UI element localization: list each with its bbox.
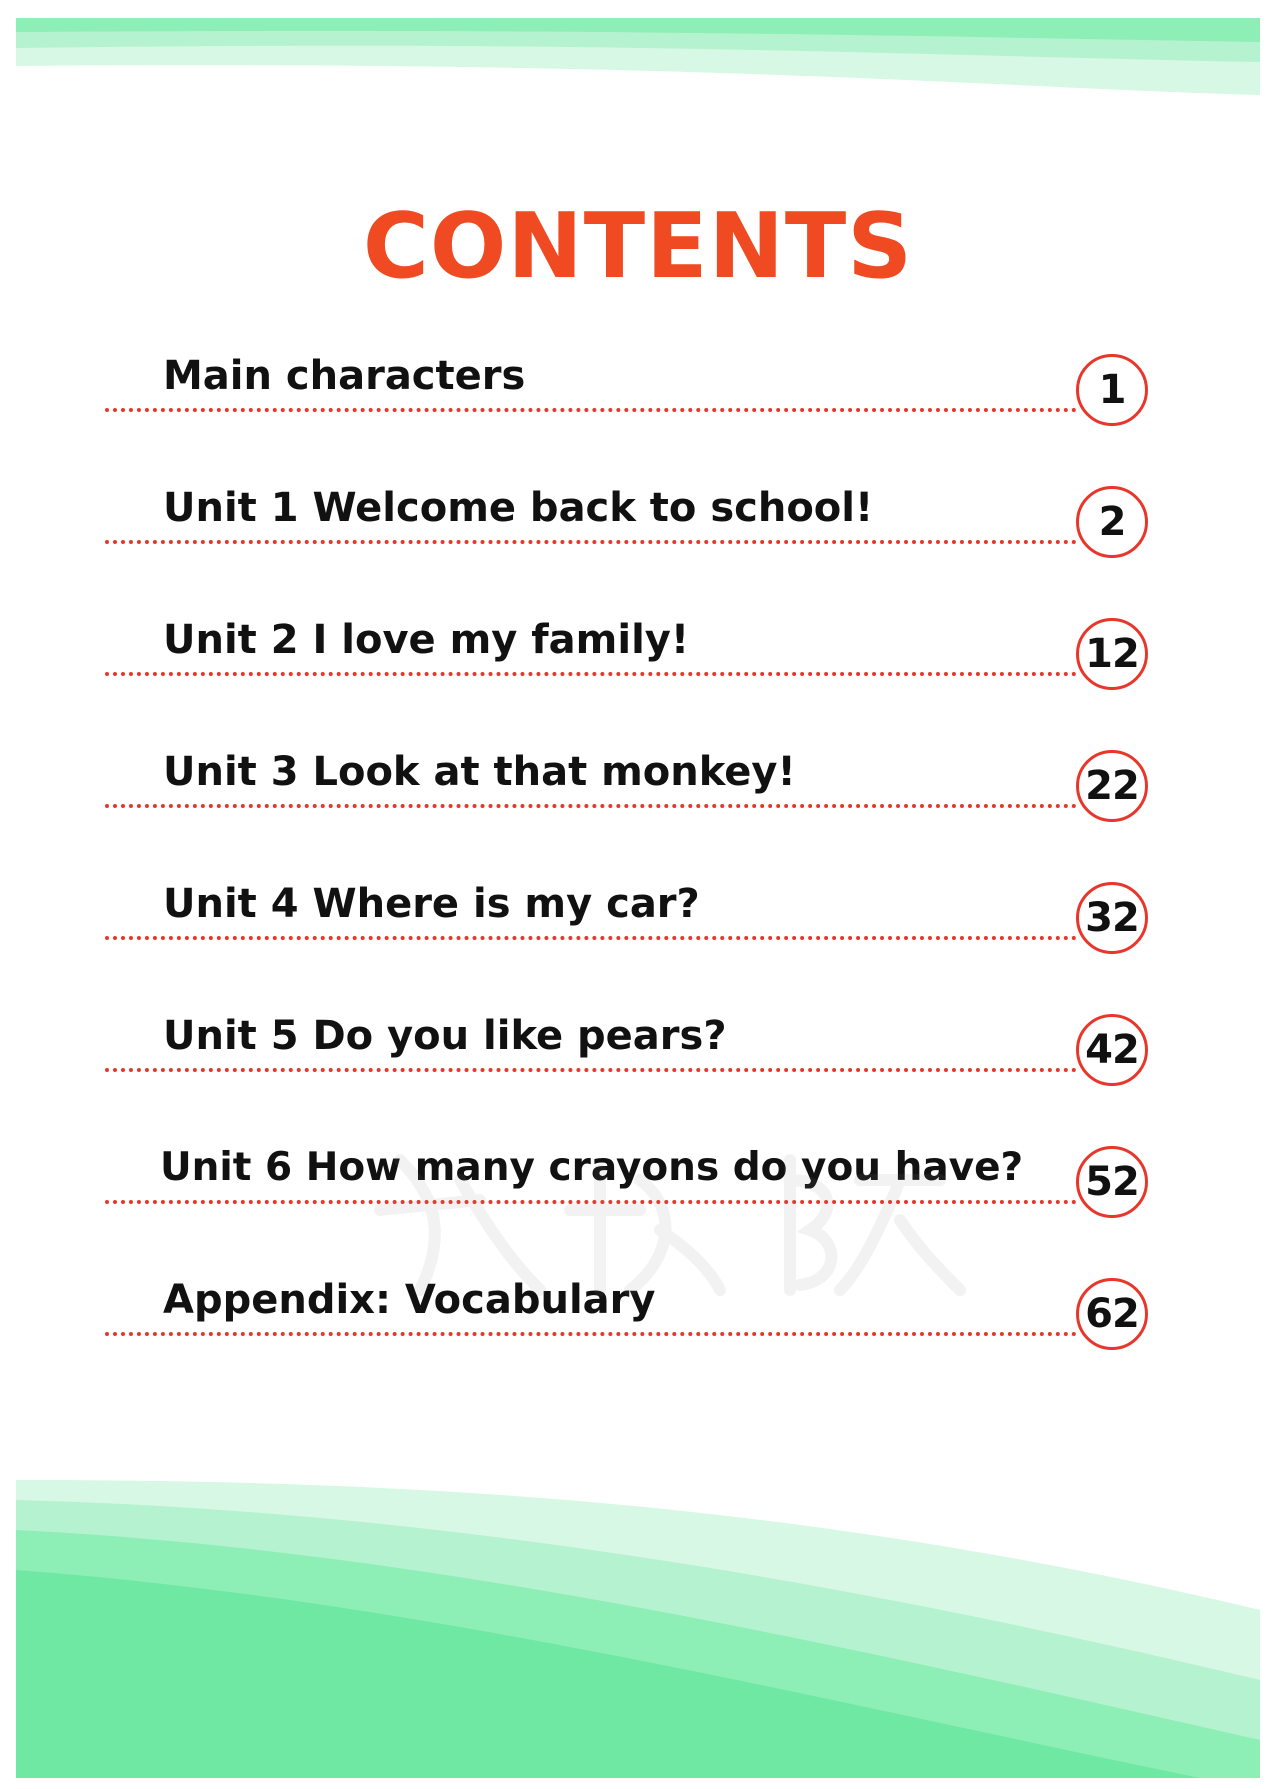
page-number: 32 xyxy=(1085,895,1139,941)
page-number: 42 xyxy=(1085,1027,1139,1073)
toc-entry-label: Appendix: Vocabulary xyxy=(163,1277,656,1323)
page-number-badge xyxy=(1076,750,1148,822)
toc-entry[interactable] xyxy=(105,864,1155,954)
page-number-badge xyxy=(1076,486,1148,558)
toc-entry[interactable] xyxy=(105,600,1155,690)
page-number: 2 xyxy=(1098,499,1126,545)
publisher-watermark xyxy=(340,1120,980,1300)
page-number-badge xyxy=(1076,354,1148,426)
toc-entry[interactable] xyxy=(105,996,1155,1086)
page-number-badge xyxy=(1076,1146,1148,1218)
page-title: CONTENTS xyxy=(362,194,914,299)
dotted-leader xyxy=(105,1068,1077,1072)
page-number-badge xyxy=(1076,882,1148,954)
toc-entry[interactable] xyxy=(105,468,1155,558)
page-number-badge xyxy=(1076,1014,1148,1086)
toc-entry[interactable] xyxy=(105,336,1155,426)
bottom-wave-decoration xyxy=(0,1460,1276,1789)
page-number: 12 xyxy=(1085,631,1139,677)
dotted-leader xyxy=(105,540,1077,544)
toc-entry-label: Unit 2 I love my family! xyxy=(163,617,690,663)
toc-entry-label: Unit 4 Where is my car? xyxy=(163,881,700,927)
page-number-badge xyxy=(1076,1278,1148,1350)
page-number: 62 xyxy=(1085,1291,1139,1337)
dotted-leader xyxy=(105,408,1077,412)
dotted-leader xyxy=(105,1332,1077,1336)
dotted-leader xyxy=(105,672,1077,676)
toc-entry-label: Unit 6 How many crayons do you have? xyxy=(160,1145,1024,1190)
toc-entry-label: Unit 1 Welcome back to school! xyxy=(163,485,874,531)
toc-entry-label: Unit 3 Look at that monkey! xyxy=(163,749,796,795)
dotted-leader xyxy=(105,936,1077,940)
page-number-badge xyxy=(1076,618,1148,690)
toc-entry[interactable] xyxy=(105,732,1155,822)
page-number: 22 xyxy=(1085,763,1139,809)
toc-entry-label: Unit 5 Do you like pears? xyxy=(163,1013,727,1059)
page-number: 1 xyxy=(1098,367,1126,413)
page-number: 52 xyxy=(1085,1159,1139,1205)
dotted-leader xyxy=(105,804,1077,808)
toc-entry-label: Main characters xyxy=(163,353,526,399)
